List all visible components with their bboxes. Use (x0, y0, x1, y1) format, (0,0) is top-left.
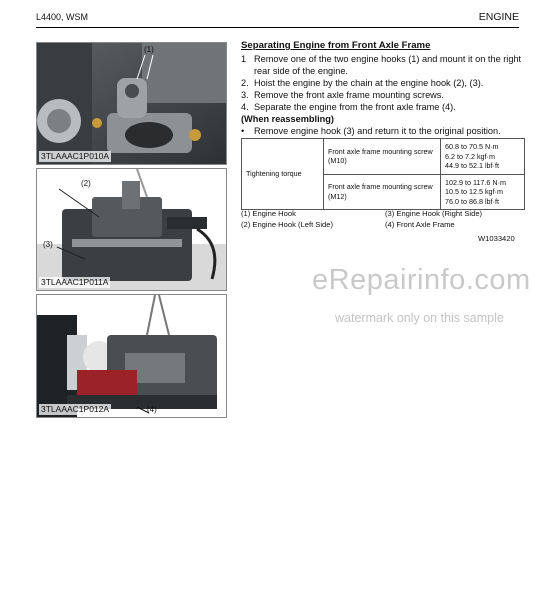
torque-values (441, 174, 525, 210)
legend-item: (2) Engine Hook (Left Side) (241, 219, 334, 229)
reassembly-text: Remove engine hook (3) and return it to the original position. (254, 126, 501, 136)
reassembly-note (241, 125, 526, 137)
torque-item: Front axle frame mounting screw (M10) (324, 139, 441, 175)
watermark-sub: watermark only on this sample (335, 311, 504, 325)
list-item (241, 101, 526, 113)
step-text: Separate the engine from the front axle frame (4). (254, 102, 456, 112)
figure-caption: 3TLAAAC1P012A (41, 404, 110, 414)
figure-caption: 3TLAAAC1P010A (41, 151, 110, 161)
parts-legend (241, 209, 531, 230)
torque-value-nm: 60.8 to 70.5 N·m (445, 142, 499, 151)
step-number: 2. (241, 78, 249, 88)
torque-label: Tightening torque (242, 139, 324, 210)
legend-item: (1) Engine Hook (241, 209, 296, 218)
callout-1: (1) (144, 45, 154, 54)
legend-row (241, 220, 531, 231)
figure-engine-hooks-left-right (36, 168, 227, 291)
legend-row (241, 209, 531, 220)
torque-value-nm: 102.9 to 117.6 N·m (445, 177, 506, 187)
torque-value-kgfm: 10.5 to 12.5 kgf·m (445, 187, 503, 196)
figure-caption: 3TLAAAC1P011A (41, 277, 109, 287)
torque-values (441, 139, 525, 175)
section-title: Separating Engine from Front Axle Frame (241, 40, 431, 51)
tightening-torque-table (241, 138, 525, 210)
step-text: Remove the front axle frame mounting screws. (254, 90, 444, 100)
step-number: 1 (241, 54, 247, 64)
header-rule (36, 27, 519, 28)
step-text: Hoist the engine by the chain at the engine hook (2), (3). (254, 78, 484, 88)
legend-item: (4) Front Axle Frame (385, 219, 455, 229)
reassembly-heading: (When reassembling) (241, 114, 334, 124)
torque-value-lbfft: 76.0 to 86.8 lbf·ft (445, 196, 499, 206)
header-section: ENGINE (478, 11, 519, 23)
torque-value-lbfft: 44.9 to 52.1 lbf·ft (445, 161, 499, 170)
document-code: W1033420 (478, 234, 515, 243)
watermark-main: eRepairinfo.com (312, 264, 531, 296)
legend-item: (3) Engine Hook (Right Side) (385, 209, 483, 218)
header-model: L4400, WSM (36, 12, 89, 22)
step-text: Remove one of the two engine hooks (1) and mount it on the right rear side of the engine. (254, 54, 522, 76)
callout-4: (4) (147, 405, 157, 414)
callout-3: (3) (43, 240, 53, 249)
list-item (241, 89, 526, 101)
callout-2: (2) (81, 179, 91, 188)
figure-engine-hook (36, 42, 227, 165)
figure-front-axle-frame (36, 294, 227, 418)
torque-item: Front axle frame mounting screw (M12) (324, 174, 441, 210)
step-number: 3. (241, 90, 249, 100)
torque-value-kgfm: 6.2 to 7.2 kgf·m (445, 151, 495, 161)
list-item (241, 53, 526, 77)
procedure-section (241, 40, 526, 137)
table-row (242, 139, 525, 175)
bullet-icon: • (241, 126, 245, 136)
list-item (241, 77, 526, 89)
procedure-steps (241, 53, 526, 113)
step-number: 4. (241, 102, 249, 112)
